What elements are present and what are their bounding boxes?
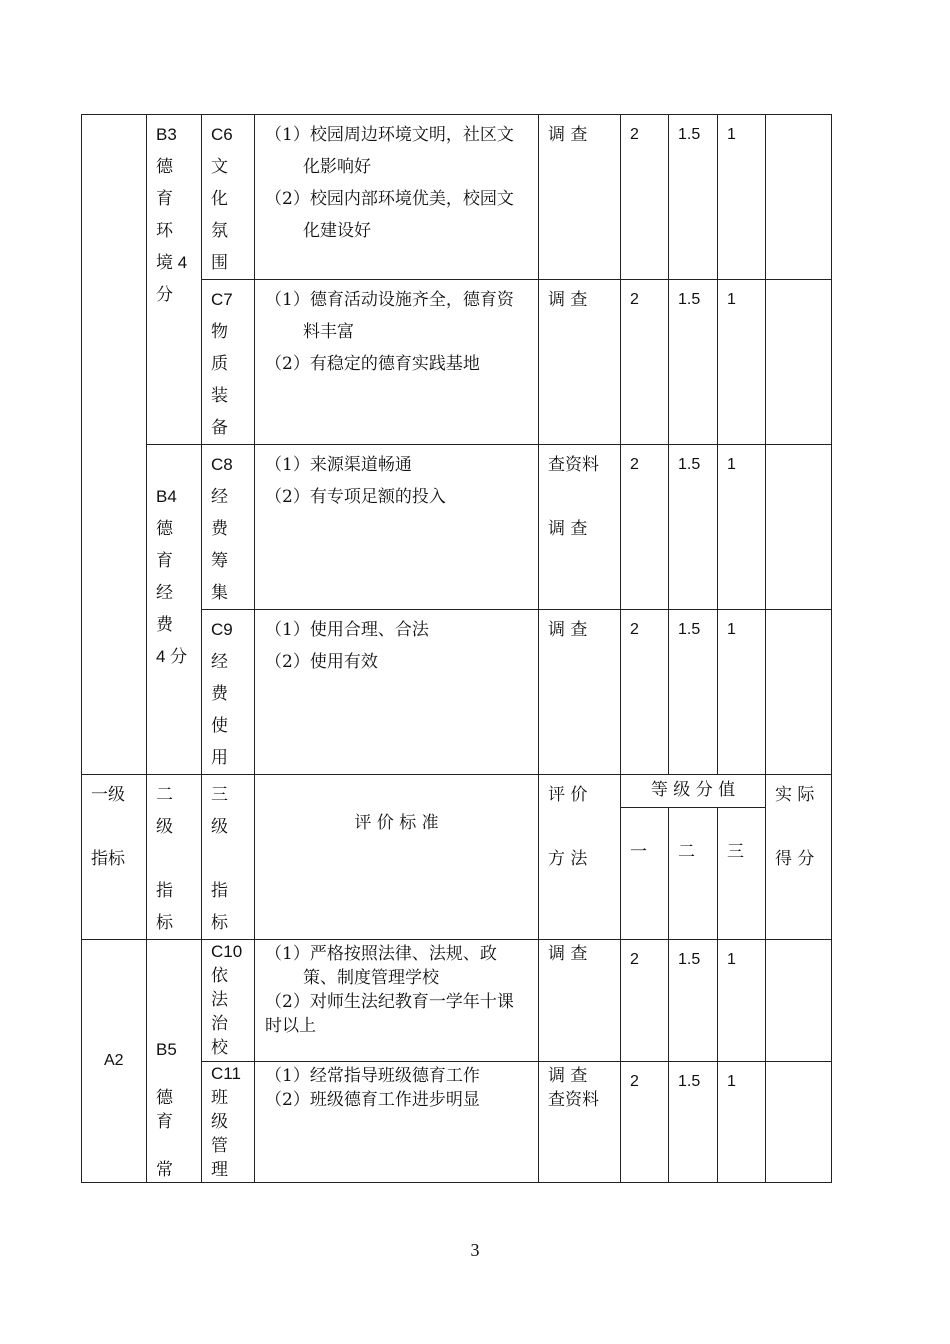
- standard-item: （2）班级德育工作进步明显: [265, 1090, 480, 1110]
- method-text: 查资料: [548, 1090, 599, 1110]
- method-text: 调 查: [548, 944, 588, 964]
- header-row: [82, 775, 832, 808]
- standard-item: （1）严格按照法律、法规、政策、制度管理学校: [265, 944, 497, 988]
- method-cell: [539, 445, 621, 610]
- method-text: 调 查: [548, 1066, 588, 1086]
- method-text: 查资料: [548, 455, 599, 475]
- grade-2-cell: 1.5: [669, 445, 718, 610]
- level3-cell: C11 班 级 管 理: [202, 1062, 255, 1183]
- header-grade-3: 三: [718, 808, 766, 940]
- standard-item: （2）有专项足额的投入: [265, 487, 446, 507]
- actual-score-cell: [766, 445, 832, 610]
- header-actual-line1: 实 际: [775, 785, 815, 805]
- standard-item: （1）经常指导班级德育工作: [265, 1066, 480, 1086]
- actual-score-cell: [766, 940, 832, 1062]
- header-level2: 二 级 指 标: [147, 775, 202, 940]
- level3-cell: C6 文 化 氛 围: [202, 115, 255, 280]
- grade-2-cell: 1.5: [669, 1062, 718, 1183]
- standard-item: （2）有稳定的德育实践基地: [265, 354, 480, 374]
- grade-3-cell: 1: [718, 115, 766, 280]
- header-method-line2: 方 法: [548, 849, 588, 869]
- grade-3-cell: 1: [718, 1062, 766, 1183]
- table-row: [82, 940, 832, 1062]
- grade-3-cell: 1: [718, 280, 766, 445]
- grade-1-cell: 2: [621, 610, 669, 775]
- level2-cell: B3 德 育 环 境 4 分: [147, 115, 202, 445]
- method-text: 调 查: [548, 519, 588, 539]
- method-cell: [539, 1062, 621, 1183]
- standard-cell: [255, 280, 539, 445]
- grade-1-cell: 2: [621, 445, 669, 610]
- header-level1-line2: 指标: [91, 849, 125, 869]
- level3-cell: C9 经 费 使 用: [202, 610, 255, 775]
- level1-cell: A2: [82, 940, 147, 1183]
- standard-cell: [255, 1062, 539, 1183]
- method-text: 调 查: [548, 290, 588, 310]
- level2-text: B4 德 育 经 费 4 分: [156, 487, 188, 666]
- header-standard-text: 评 价 标 准: [354, 813, 439, 833]
- header-grade-2: 二: [669, 808, 718, 940]
- actual-score-cell: [766, 1062, 832, 1183]
- method-cell: [539, 940, 621, 1062]
- standard-item: （1）来源渠道畅通: [265, 455, 412, 475]
- method-text: 调 查: [548, 125, 588, 145]
- header-level1-line1: 一级: [91, 785, 125, 805]
- evaluation-table: [81, 114, 832, 1183]
- header-grade-1: 一: [621, 808, 669, 940]
- table-row: [82, 445, 832, 610]
- header-actual-line2: 得 分: [775, 849, 815, 869]
- standard-item: （1）德育活动设施齐全，德育资料丰富: [265, 290, 514, 342]
- header-level3: 三 级 指 标: [202, 775, 255, 940]
- standard-cell: [255, 445, 539, 610]
- method-cell: [539, 610, 621, 775]
- standard-cell: [255, 940, 539, 1062]
- grade-2-cell: 1.5: [669, 940, 718, 1062]
- grade-1-cell: 2: [621, 115, 669, 280]
- header-actual: [766, 775, 832, 940]
- method-text: 调 查: [548, 620, 588, 640]
- level3-cell: C7 物 质 装 备: [202, 280, 255, 445]
- header-standard: [255, 775, 539, 940]
- header-method: [539, 775, 621, 940]
- level3-cell: C8 经 费 筹 集: [202, 445, 255, 610]
- actual-score-cell: [766, 115, 832, 280]
- header-grade: 等 级 分 值: [621, 775, 766, 808]
- standard-item: （2）校园内部环境优美，校园文化建设好: [265, 189, 514, 241]
- grade-2-cell: 1.5: [669, 610, 718, 775]
- level2-cell: [147, 445, 202, 775]
- level1-cell: [82, 115, 147, 775]
- level2-cell: B5 德 育 常: [147, 940, 202, 1183]
- standard-cell: [255, 115, 539, 280]
- standard-item: （1）校园周边环境文明，社区文化影响好: [265, 125, 514, 177]
- standard-item: （2）使用有效: [265, 652, 378, 672]
- standard-item: （2）对师生法纪教育一学年十课时以上: [265, 992, 514, 1036]
- header-method-line1: 评 价: [548, 785, 588, 805]
- header-level1: [82, 775, 147, 940]
- grade-1-cell: 2: [621, 1062, 669, 1183]
- grade-2-cell: 1.5: [669, 115, 718, 280]
- grade-1-cell: 2: [621, 280, 669, 445]
- page-number: 3: [470, 1240, 480, 1260]
- standard-item: （1）使用合理、合法: [265, 620, 429, 640]
- grade-3-cell: 1: [718, 940, 766, 1062]
- actual-score-cell: [766, 610, 832, 775]
- standard-cell: [255, 610, 539, 775]
- actual-score-cell: [766, 280, 832, 445]
- grade-3-cell: 1: [718, 445, 766, 610]
- grade-2-cell: 1.5: [669, 280, 718, 445]
- grade-3-cell: 1: [718, 610, 766, 775]
- table-row: [82, 115, 832, 280]
- grade-1-cell: 2: [621, 940, 669, 1062]
- method-cell: [539, 115, 621, 280]
- method-cell: [539, 280, 621, 445]
- level3-cell: C10 依 法 治 校: [202, 940, 255, 1062]
